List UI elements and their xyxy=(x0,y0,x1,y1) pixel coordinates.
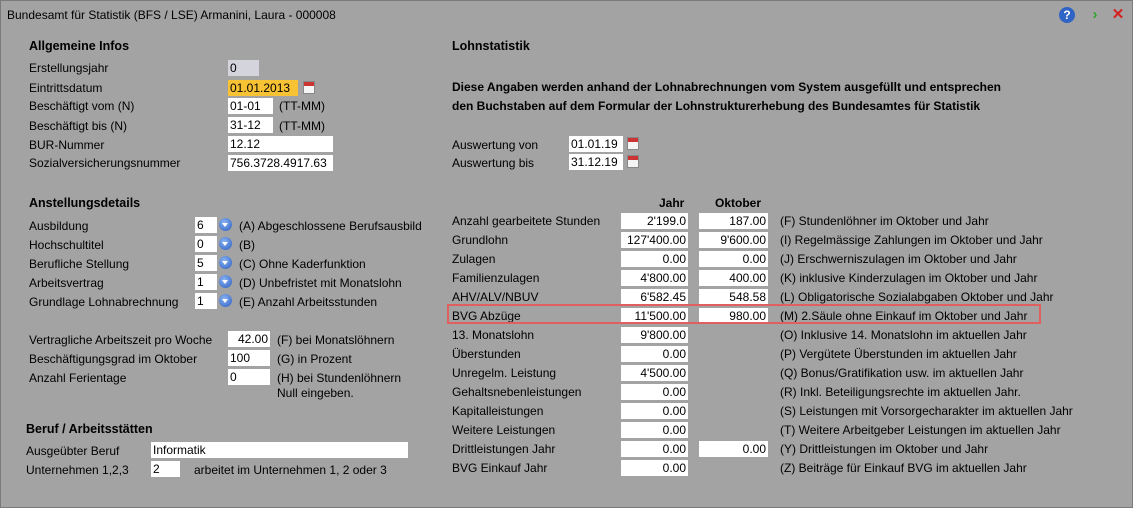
lohn-row-oktober-field[interactable]: 9'600.00 xyxy=(699,232,768,248)
beschaeftigt-vom-label: Beschäftigt vom (N) xyxy=(29,99,135,113)
ferientage-field[interactable]: 0 xyxy=(228,369,270,385)
arbeitsvertrag-label: Arbeitsvertrag xyxy=(29,276,104,290)
lohn-row-jahr-field[interactable]: 0.00 xyxy=(621,403,688,419)
lohn-row-label: Drittleistungen Jahr xyxy=(452,442,556,456)
lohn-row-desc: (O) Inklusive 14. Monatslohn im aktuellen Jahr xyxy=(780,328,1027,342)
lohn-row-jahr-field[interactable]: 0.00 xyxy=(621,441,688,457)
beschaeftigungsgrad-field[interactable]: 100 xyxy=(228,350,270,366)
lohn-row-oktober-field[interactable]: 0.00 xyxy=(699,441,768,457)
unternehmen-label: Unternehmen 1,2,3 xyxy=(26,463,129,477)
ausbildung-field[interactable]: 6 xyxy=(195,217,217,233)
lohn-row-oktober-field[interactable]: 187.00 xyxy=(699,213,768,229)
column-header-jahr: Jahr xyxy=(659,196,685,210)
lohn-row-jahr-field[interactable]: 0.00 xyxy=(621,460,688,476)
beruf-label: Ausgeübter Beruf xyxy=(26,444,120,458)
bis-format-hint: (TT-MM) xyxy=(279,119,325,133)
grundlage-lohnabrechnung-field[interactable]: 1 xyxy=(195,293,217,309)
lohn-row-jahr-field[interactable]: 0.00 xyxy=(621,346,688,362)
lohn-row-label: Unregelm. Leistung xyxy=(452,366,557,380)
column-header-oktober: Oktober xyxy=(715,196,762,210)
ausbildung-desc: (A) Abgeschlossene Berufsausbild xyxy=(239,219,422,233)
unternehmen-field[interactable]: 2 xyxy=(151,461,180,477)
arbeitszeit-woche-desc: (F) bei Monatslöhnern xyxy=(277,333,395,347)
beruf-field[interactable]: Informatik xyxy=(151,442,408,458)
lohn-row-desc: (M) 2.Säule ohne Einkauf im Oktober und Jahr xyxy=(780,309,1028,323)
lohn-row-jahr-field[interactable]: 0.00 xyxy=(621,251,688,267)
hochschultitel-field[interactable]: 0 xyxy=(195,236,217,252)
bur-nummer-label: BUR-Nummer xyxy=(29,138,105,152)
section-beruf: Beruf / Arbeitsstätten xyxy=(26,422,153,436)
lohn-row-label: Zulagen xyxy=(452,252,496,266)
lohn-row-label: AHV/ALV/NBUV xyxy=(452,290,539,304)
lohn-row-desc: (I) Regelmässige Zahlungen im Oktober und Jahr xyxy=(780,233,1043,247)
auswertung-von-label: Auswertung von xyxy=(452,138,539,152)
lohn-row-jahr-field[interactable]: 4'500.00 xyxy=(621,365,688,381)
lohn-row-label: Grundlohn xyxy=(452,233,509,247)
lohn-row-jahr-field[interactable]: 127'400.00 xyxy=(621,232,688,248)
dropdown-icon[interactable] xyxy=(219,275,232,288)
lohn-row-label: Überstunden xyxy=(452,347,521,361)
calendar-icon[interactable] xyxy=(627,137,639,150)
lohnstatistik-info-line1: Diese Angaben werden anhand der Lohnabrechnungen vom System ausgefüllt und entsprechen xyxy=(452,80,1001,94)
dropdown-icon[interactable] xyxy=(219,256,232,269)
lohn-row-desc: (J) Erschwerniszulagen im Oktober und Jahr xyxy=(780,252,1017,266)
beschaeftigt-vom-field[interactable]: 01-01 xyxy=(228,98,273,114)
grundlage-lohnabrechnung-label: Grundlage Lohnabrechnung xyxy=(29,295,179,309)
calendar-icon[interactable] xyxy=(627,155,639,168)
auswertung-von-field[interactable]: 01.01.19 xyxy=(569,136,623,152)
lohn-row-desc: (Y) Drittleistungen im Oktober und Jahr xyxy=(780,442,989,456)
eintrittsdatum-field[interactable]: 01.01.2013 xyxy=(228,80,298,96)
lohn-row-desc: (F) Stundenlöhner im Oktober und Jahr xyxy=(780,214,989,228)
arbeitszeit-woche-label: Vertragliche Arbeitszeit pro Woche xyxy=(29,333,213,347)
lohn-row-label: Gehaltsnebenleistungen xyxy=(452,385,582,399)
lohn-row-desc: (K) inklusive Kinderzulagen im Oktober und Jahr xyxy=(780,271,1038,285)
lohn-row-jahr-field[interactable]: 0.00 xyxy=(621,422,688,438)
lohnstatistik-info-line2: den Buchstaben auf dem Formular der Lohnstrukturerhebung des Bundesamtes für Statistik xyxy=(452,99,981,113)
arbeitsvertrag-field[interactable]: 1 xyxy=(195,274,217,290)
sozialversicherung-label: Sozialversicherungsnummer xyxy=(29,156,181,170)
sozialversicherung-field[interactable]: 756.3728.4917.63 xyxy=(228,155,333,171)
lohn-row-jahr-field[interactable]: 2'199.0 xyxy=(621,213,688,229)
berufliche-stellung-desc: (C) Ohne Kaderfunktion xyxy=(239,257,366,271)
grundlage-lohnabrechnung-desc: (E) Anzahl Arbeitsstunden xyxy=(239,295,378,309)
lohn-row-desc: (Z) Beiträge für Einkauf BVG im aktuellen Jahr xyxy=(780,461,1027,475)
lohn-row-desc: (Q) Bonus/Gratifikation usw. im aktuellen Jahr xyxy=(780,366,1024,380)
hochschultitel-label: Hochschultitel xyxy=(29,238,104,252)
hochschultitel-desc: (B) xyxy=(239,238,255,252)
lohn-row-label: Familienzulagen xyxy=(452,271,540,285)
help-icon[interactable]: ? xyxy=(1059,7,1075,23)
auswertung-bis-field[interactable]: 31.12.19 xyxy=(569,154,623,170)
lohn-row-jahr-field[interactable]: 9'800.00 xyxy=(621,327,688,343)
eintrittsdatum-label: Eintrittsdatum xyxy=(29,81,103,95)
berufliche-stellung-label: Berufliche Stellung xyxy=(29,257,130,271)
lohn-row-label: Weitere Leistungen xyxy=(452,423,556,437)
dropdown-icon[interactable] xyxy=(219,237,232,250)
lohn-row-label: Anzahl gearbeitete Stunden xyxy=(452,214,601,228)
section-lohnstatistik: Lohnstatistik xyxy=(452,39,530,53)
bur-nummer-field[interactable]: 12.12 xyxy=(228,136,333,152)
ferientage-desc-2: Null eingeben. xyxy=(277,386,354,400)
play-icon[interactable]: › xyxy=(1092,6,1098,23)
lohn-row-oktober-field[interactable]: 0.00 xyxy=(699,251,768,267)
auswertung-bis-label: Auswertung bis xyxy=(452,156,535,170)
erstellungsjahr-label: Erstellungsjahr xyxy=(29,61,109,75)
lohn-row-label: BVG Einkauf Jahr xyxy=(452,461,548,475)
lohn-row-oktober-field[interactable]: 400.00 xyxy=(699,270,768,286)
arbeitszeit-woche-field[interactable]: 42.00 xyxy=(228,331,270,347)
ausbildung-label: Ausbildung xyxy=(29,219,89,233)
calendar-icon[interactable] xyxy=(303,81,315,94)
ferientage-label: Anzahl Ferientage xyxy=(29,371,127,385)
lohn-row-desc: (P) Vergütete Überstunden im aktuellen Jahr xyxy=(780,347,1017,361)
lohn-row-label: Kapitalleistungen xyxy=(452,404,544,418)
lohn-row-jahr-field[interactable]: 0.00 xyxy=(621,384,688,400)
erstellungsjahr-field[interactable]: 0 xyxy=(228,60,259,76)
close-icon[interactable]: ✕ xyxy=(1111,6,1125,23)
lohn-row-jahr-field[interactable]: 11'500.00 xyxy=(621,308,688,324)
lohn-row-oktober-field[interactable]: 980.00 xyxy=(699,308,768,324)
lohn-row-jahr-field[interactable]: 6'582.45 xyxy=(621,289,688,305)
lohn-row-desc: (R) Inkl. Beteiligungsrechte im aktuellen Jahr. xyxy=(780,385,1021,399)
title-bar xyxy=(1,1,1132,29)
lohn-row-label: 13. Monatslohn xyxy=(452,328,535,342)
berufliche-stellung-field[interactable]: 5 xyxy=(195,255,217,271)
unternehmen-desc: arbeitet im Unternehmen 1, 2 oder 3 xyxy=(194,463,387,477)
section-allgemeine-infos: Allgemeine Infos xyxy=(29,39,130,53)
beschaeftigungsgrad-label: Beschäftigungsgrad im Oktober xyxy=(29,352,198,366)
dropdown-icon[interactable] xyxy=(219,294,232,307)
lohn-row-oktober-field[interactable]: 548.58 xyxy=(699,289,768,305)
beschaeftigt-bis-field[interactable]: 31-12 xyxy=(228,117,273,133)
lohn-row-desc: (T) Weitere Arbeitgeber Leistungen im aktuellen Jahr xyxy=(780,423,1061,437)
lohn-row-label: BVG Abzüge xyxy=(452,309,521,323)
lohn-row-desc: (S) Leistungen mit Vorsorgecharakter im aktuellen Jahr xyxy=(780,404,1073,418)
highlight-frame xyxy=(447,304,1041,324)
arbeitsvertrag-desc: (D) Unbefristet mit Monatslohn xyxy=(239,276,402,290)
vom-format-hint: (TT-MM) xyxy=(279,99,325,113)
dropdown-icon[interactable] xyxy=(219,218,232,231)
beschaeftigungsgrad-desc: (G) in Prozent xyxy=(277,352,352,366)
lohn-row-jahr-field[interactable]: 4'800.00 xyxy=(621,270,688,286)
section-anstellungsdetails: Anstellungsdetails xyxy=(29,196,141,210)
beschaeftigt-bis-label: Beschäftigt bis (N) xyxy=(29,119,128,133)
window-title: Bundesamt für Statistik (BFS / LSE) Armanini, Laura - 000008 xyxy=(7,8,336,22)
lohn-row-desc: (L) Obligatorische Sozialabgaben Oktober und Jahr xyxy=(780,290,1054,304)
ferientage-desc: (H) bei Stundenlöhnern xyxy=(277,371,402,385)
